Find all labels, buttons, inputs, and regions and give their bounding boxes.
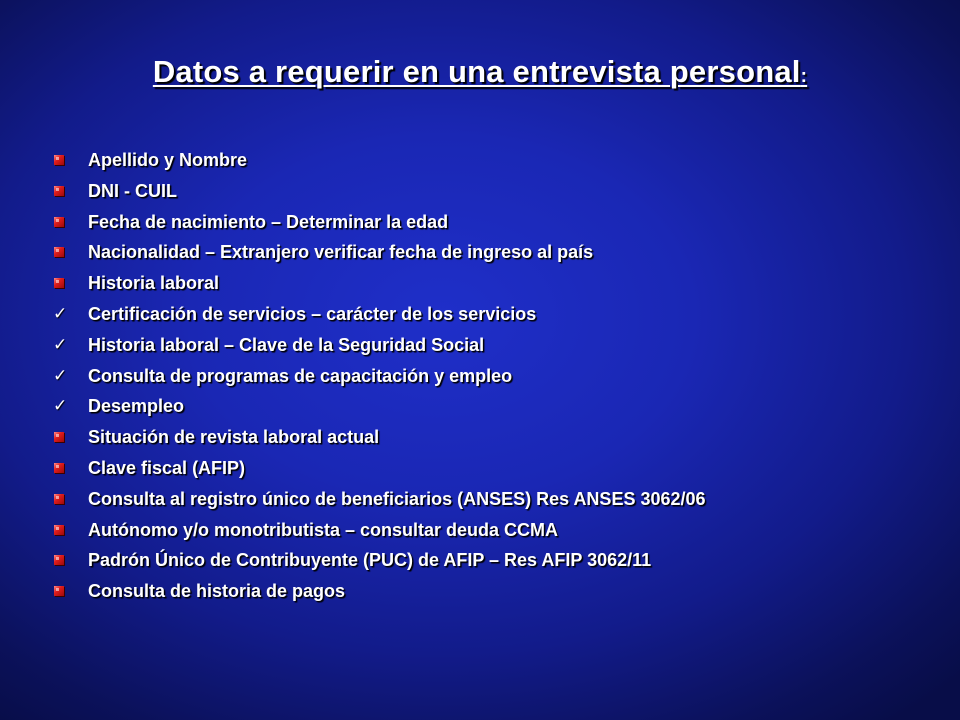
- slide-title-text: Datos a requerir en una entrevista personal: [152, 54, 801, 89]
- list-item-label: Autónomo y/o monotributista – consultar deuda CCMA: [88, 519, 559, 540]
- checkmark-icon: ✓: [53, 334, 68, 355]
- list-item: [54, 546, 934, 577]
- list-item-label: Consulta de programas de capacitación y empleo: [88, 365, 513, 386]
- square-bullet-icon: [54, 278, 64, 288]
- square-bullet-icon: [54, 586, 64, 596]
- list-item-label: Clave fiscal (AFIP): [88, 457, 246, 478]
- slide-title: [153, 54, 807, 90]
- list-item: [54, 177, 934, 208]
- checkmark-icon: ✓: [53, 365, 68, 386]
- list-item: [54, 485, 934, 516]
- square-bullet-icon: [54, 432, 64, 442]
- square-bullet-icon: [54, 494, 64, 504]
- list-item-label: Historia laboral: [88, 273, 220, 294]
- list-item: [54, 208, 934, 239]
- list-item: [54, 238, 934, 269]
- requirements-list: [54, 146, 934, 608]
- square-bullet-icon: [54, 155, 64, 165]
- list-item: [54, 362, 934, 393]
- list-item-label: Situación de revista laboral actual: [88, 427, 380, 448]
- list-item-label: Padrón Único de Contribuyente (PUC) de AFIP – Res AFIP 3062/11: [88, 550, 652, 571]
- list-item: [54, 269, 934, 300]
- list-item: [54, 300, 934, 331]
- checkmark-icon: ✓: [53, 396, 68, 417]
- square-bullet-icon: [54, 247, 64, 257]
- list-item: [54, 146, 934, 177]
- square-bullet-icon: [54, 217, 64, 227]
- list-item: [54, 392, 934, 423]
- list-item: [54, 423, 934, 454]
- list-item: [54, 331, 934, 362]
- title-container: [0, 54, 960, 90]
- list-item: [54, 577, 934, 608]
- list-item: [54, 454, 934, 485]
- list-item-label: Consulta al registro único de beneficiarios (ANSES) Res ANSES 3062/06: [88, 488, 706, 509]
- square-bullet-icon: [54, 555, 64, 565]
- list-item-label: DNI - CUIL: [88, 180, 177, 201]
- list-item-label: Desempleo: [88, 396, 185, 417]
- list-item-label: Certificación de servicios – carácter de los servicios: [88, 303, 537, 324]
- list-item: [54, 516, 934, 547]
- list-item-label: Consulta de historia de pagos: [88, 581, 346, 602]
- square-bullet-icon: [54, 186, 64, 196]
- square-bullet-icon: [54, 463, 64, 473]
- checkmark-icon: ✓: [53, 303, 68, 324]
- square-bullet-icon: [54, 525, 64, 535]
- slide-title-colon: :: [800, 66, 808, 87]
- list-item-label: Historia laboral – Clave de la Seguridad Social: [88, 334, 485, 355]
- list-item-label: Apellido y Nombre: [88, 150, 248, 170]
- list-item-label: Nacionalidad – Extranjero verificar fecha de ingreso al país: [88, 242, 594, 263]
- list-item-label: Fecha de nacimiento – Determinar la edad: [88, 211, 449, 232]
